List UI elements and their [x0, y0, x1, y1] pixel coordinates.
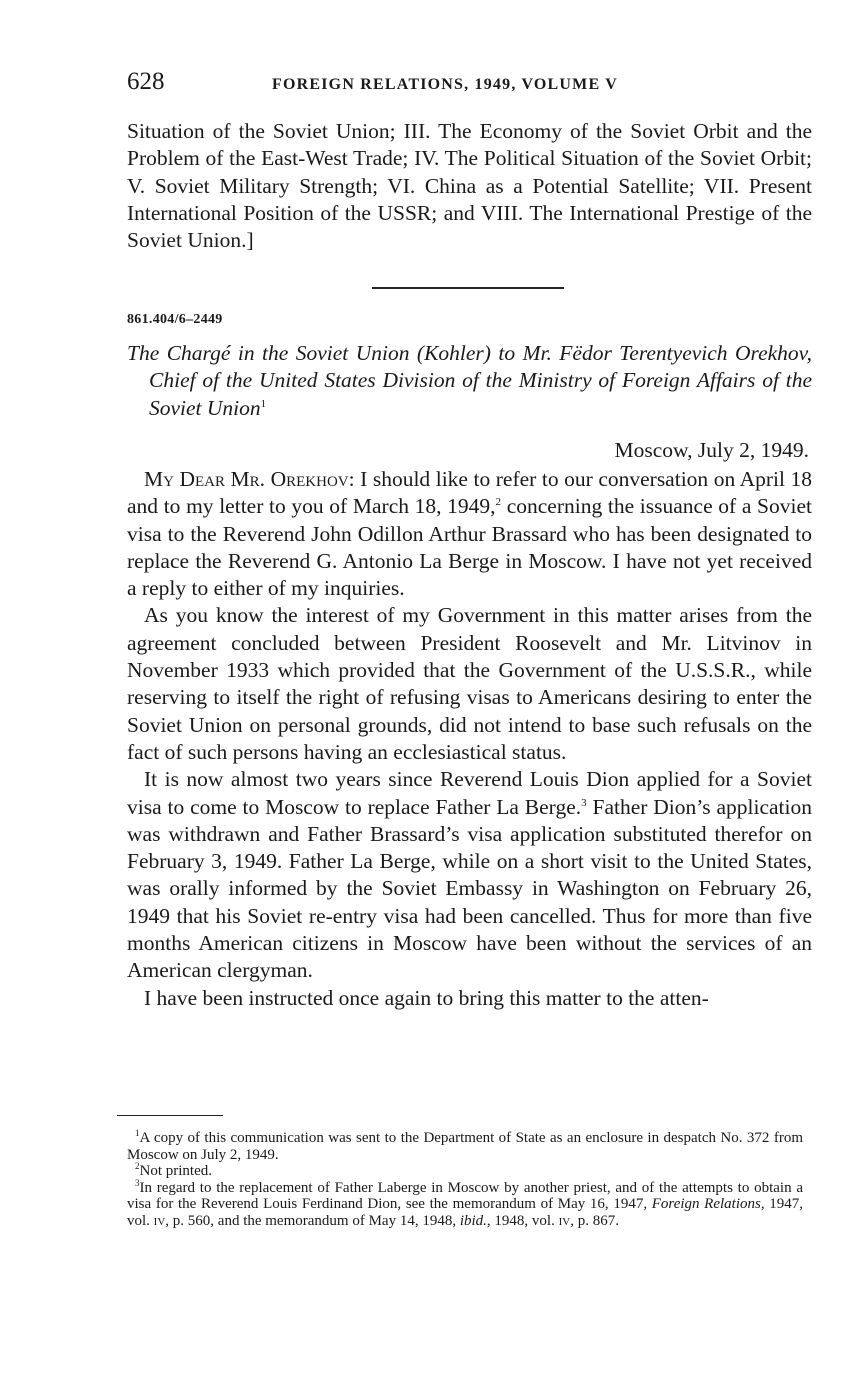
paragraph-3 — [127, 766, 812, 984]
letter-body — [127, 466, 812, 1012]
footnote-ref-2: 2 — [495, 496, 502, 509]
section-divider — [372, 287, 564, 289]
footnote-3-text-5: , p. 867. — [570, 1212, 619, 1229]
footnote-1-text: A copy of this communication was sent to the Department of State as an enclosure in despatch No. 372 from Moscow on July 2, 1949. — [127, 1130, 803, 1163]
footnote-3-text-3: , p. 560, and the memorandum of May 14, 1948, — [165, 1212, 457, 1229]
footnotes — [127, 1130, 803, 1229]
paragraph-3-text-a: It is now almost two years since Reverend Louis Dion applied for a Soviet visa to come to Moscow to replace Father La Berge. — [127, 767, 812, 819]
page-header — [127, 68, 809, 100]
paragraph-3-text-b: Father Dion’s application was withdrawn and Father Brassard’s visa application substituted therefor on February 3, 1949. Father La Berge, while on a short visit to the United States, was orally informed by the Soviet Embassy in Washington on February 26, 1949 that his Soviet re-entry visa had been cancelled. Thus for more than five months American citizens in Moscow have been without the services of an American clergyman. — [127, 794, 812, 983]
footnote-divider — [117, 1115, 223, 1116]
footnote-3-citation-1: Foreign Relations — [651, 1196, 761, 1212]
footnote-1-marker: 1 — [135, 1128, 140, 1138]
footnote-3-marker: 3 — [135, 1177, 140, 1188]
footnote-ref-3: 3 — [581, 796, 587, 809]
footnote-3-text-2: , 1947, vol. — [127, 1196, 804, 1229]
document-title — [127, 340, 812, 422]
footnote-2 — [127, 1163, 803, 1180]
page-number: 628 — [127, 68, 165, 95]
file-number: 861.404/6–2449 — [127, 312, 223, 327]
footnote-ref-1: 1 — [260, 397, 267, 410]
paragraph-1-text-b: concerning the issuance of a Soviet visa to the Reverend John Odillon Arthur Brassard who has been designated to replace the Reverend G. Antonio La Berge in Moscow. I have not yet received a reply to either of my inquiries. — [127, 494, 812, 601]
dateline: Moscow, July 2, 1949. — [614, 438, 809, 462]
paragraph-1-text-a: I should like to refer to our conversation on April 18 and to my letter to you of March 18, 1949, — [127, 467, 812, 519]
running-head: FOREIGN RELATIONS, 1949, VOLUME V — [272, 76, 618, 93]
footnote-2-marker: 2 — [135, 1161, 140, 1171]
salutation: My Dear Mr. Orekhov: — [144, 467, 355, 491]
footnote-3-volume-1: iv — [153, 1212, 166, 1229]
footnote-3-text-4: , 1948, vol. — [486, 1212, 555, 1229]
footnote-3 — [127, 1177, 804, 1230]
continuation-paragraph: Situation of the Soviet Union; III. The Economy of the Soviet Orbit and the Problem of the East-West Trade; IV. The Political Situation of the Soviet Orbit; V. Soviet Military Strength; VI. China as a Potential Satellite; VII. Present International Position of the USSR; and VIII. The International Prestige of the Soviet Union.] — [127, 119, 812, 253]
document-title-text: The Chargé in the Soviet Union (Kohler) to Mr. Fëdor Terentyevich Orekhov, Chief of the United States Division of the Ministry of Foreign Affairs of the Soviet Union — [127, 341, 812, 420]
footnote-1 — [127, 1130, 803, 1163]
paragraph-2: As you know the interest of my Government in this matter arises from the agreement concluded between President Roosevelt and Mr. Litvinov in November 1933 which provided that the Government of the U.S.S.R., while reserving to itself the right of refusing visas to Americans desiring to enter the Soviet Union on personal grounds, did not intend to base such refusals on the fact of such persons having an ecclesiastical status. — [127, 603, 812, 764]
footnote-3-text-1: In regard to the replacement of Father Laberge in Moscow by another priest, and of the attempts to obtain a visa for the Reverend Louis Ferdinand Dion, see the memorandum of May 16, 1947, — [127, 1179, 803, 1212]
footnote-2-text: Not printed. — [139, 1163, 212, 1179]
paragraph-4: I have been instructed once again to bring this matter to the atten- — [144, 985, 709, 1010]
paragraph-1 — [127, 466, 812, 602]
footnote-3-volume-2: iv — [558, 1212, 571, 1229]
footnote-3-citation-2: ibid. — [459, 1212, 487, 1229]
